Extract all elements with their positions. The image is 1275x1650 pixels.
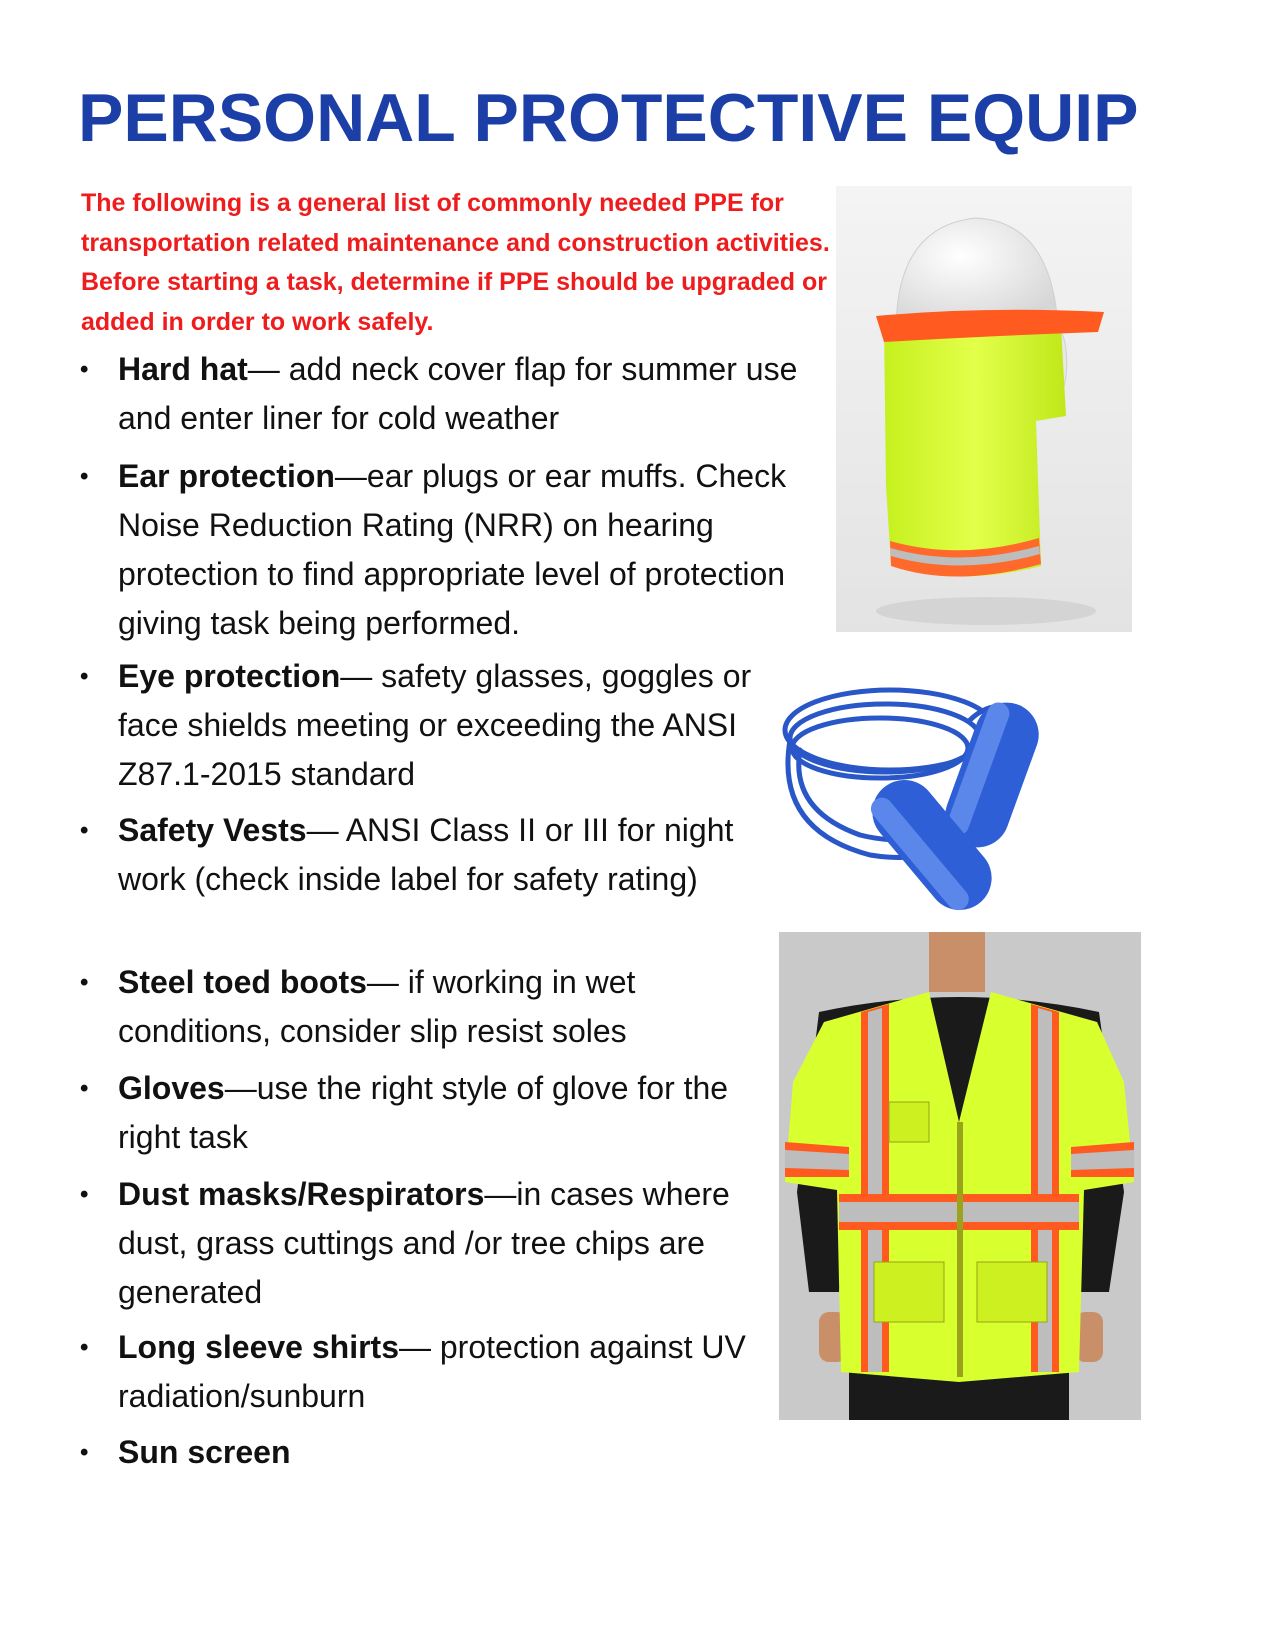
item-desc: — safety glasses, goggles or face shields meeting or exceeding the ANSI Z87.1-2015 standard (118, 658, 752, 792)
bullet-icon: • (80, 1075, 89, 1102)
hard-hat-icon (836, 186, 1132, 632)
item-desc: — ANSI Class II or III for night work (check inside label for safety rating) (118, 812, 734, 897)
bullet-icon: • (80, 356, 89, 383)
item-desc: —in cases where dust, grass cuttings and /or tree chips are generated (118, 1176, 730, 1310)
intro-text: The following is a general list of commonly needed PPE for transportation related maintenance and construction activities. Before starting a task, determine if PPE should be upgraded or added in order to work safely. (81, 189, 830, 336)
list-item-dust-masks (80, 1170, 770, 1320)
item-term: Steel toed boots (118, 964, 367, 1000)
safety-vest-photo (779, 932, 1141, 1420)
item-term: Gloves (118, 1070, 225, 1106)
bullet-icon: • (80, 817, 89, 844)
list-item-sun-screen (80, 1428, 770, 1483)
item-desc: — add neck cover flap for summer use and enter liner for cold weather (118, 351, 798, 436)
bullet-icon: • (80, 969, 89, 996)
hard-hat-neck-flap-photo (836, 186, 1132, 632)
list-item-hard-hat (80, 345, 820, 445)
item-desc: — if working in wet conditions, consider slip resist soles (118, 964, 636, 1049)
item-desc: — protection against UV radiation/sunburn (118, 1329, 746, 1414)
item-desc: —ear plugs or ear muffs. Check Noise Reduction Rating (NRR) on hearing protection to find appropriate level of protection giving task being performed. (118, 458, 787, 641)
item-term: Sun screen (118, 1434, 291, 1470)
item-term: Ear protection (118, 458, 335, 494)
list-item-long-sleeve-shirts (80, 1323, 770, 1423)
item-term: Eye protection (118, 658, 341, 694)
item-term: Dust masks/Respirators (118, 1176, 485, 1212)
list-item-eye-protection (80, 652, 770, 802)
page-title: PERSONAL PROTECTIVE EQUIP (78, 80, 1139, 156)
item-term: Hard hat (118, 351, 248, 387)
corded-earplugs-photo (770, 660, 1140, 922)
bullet-icon: • (80, 463, 89, 490)
bullet-icon: • (80, 663, 89, 690)
bullet-icon: • (80, 1334, 89, 1361)
earplug-icon (770, 660, 1140, 922)
item-term: Safety Vests (118, 812, 307, 848)
list-item-gloves (80, 1064, 770, 1164)
bullet-icon: • (80, 1181, 89, 1208)
list-item-steel-toed-boots (80, 958, 770, 1058)
vest-icon (779, 932, 1141, 1420)
list-item-safety-vests (80, 806, 770, 956)
list-item-ear-protection (80, 452, 840, 647)
bullet-icon: • (80, 1439, 89, 1466)
item-desc: —use the right style of glove for the right task (118, 1070, 729, 1155)
item-term: Long sleeve shirts (118, 1329, 399, 1365)
